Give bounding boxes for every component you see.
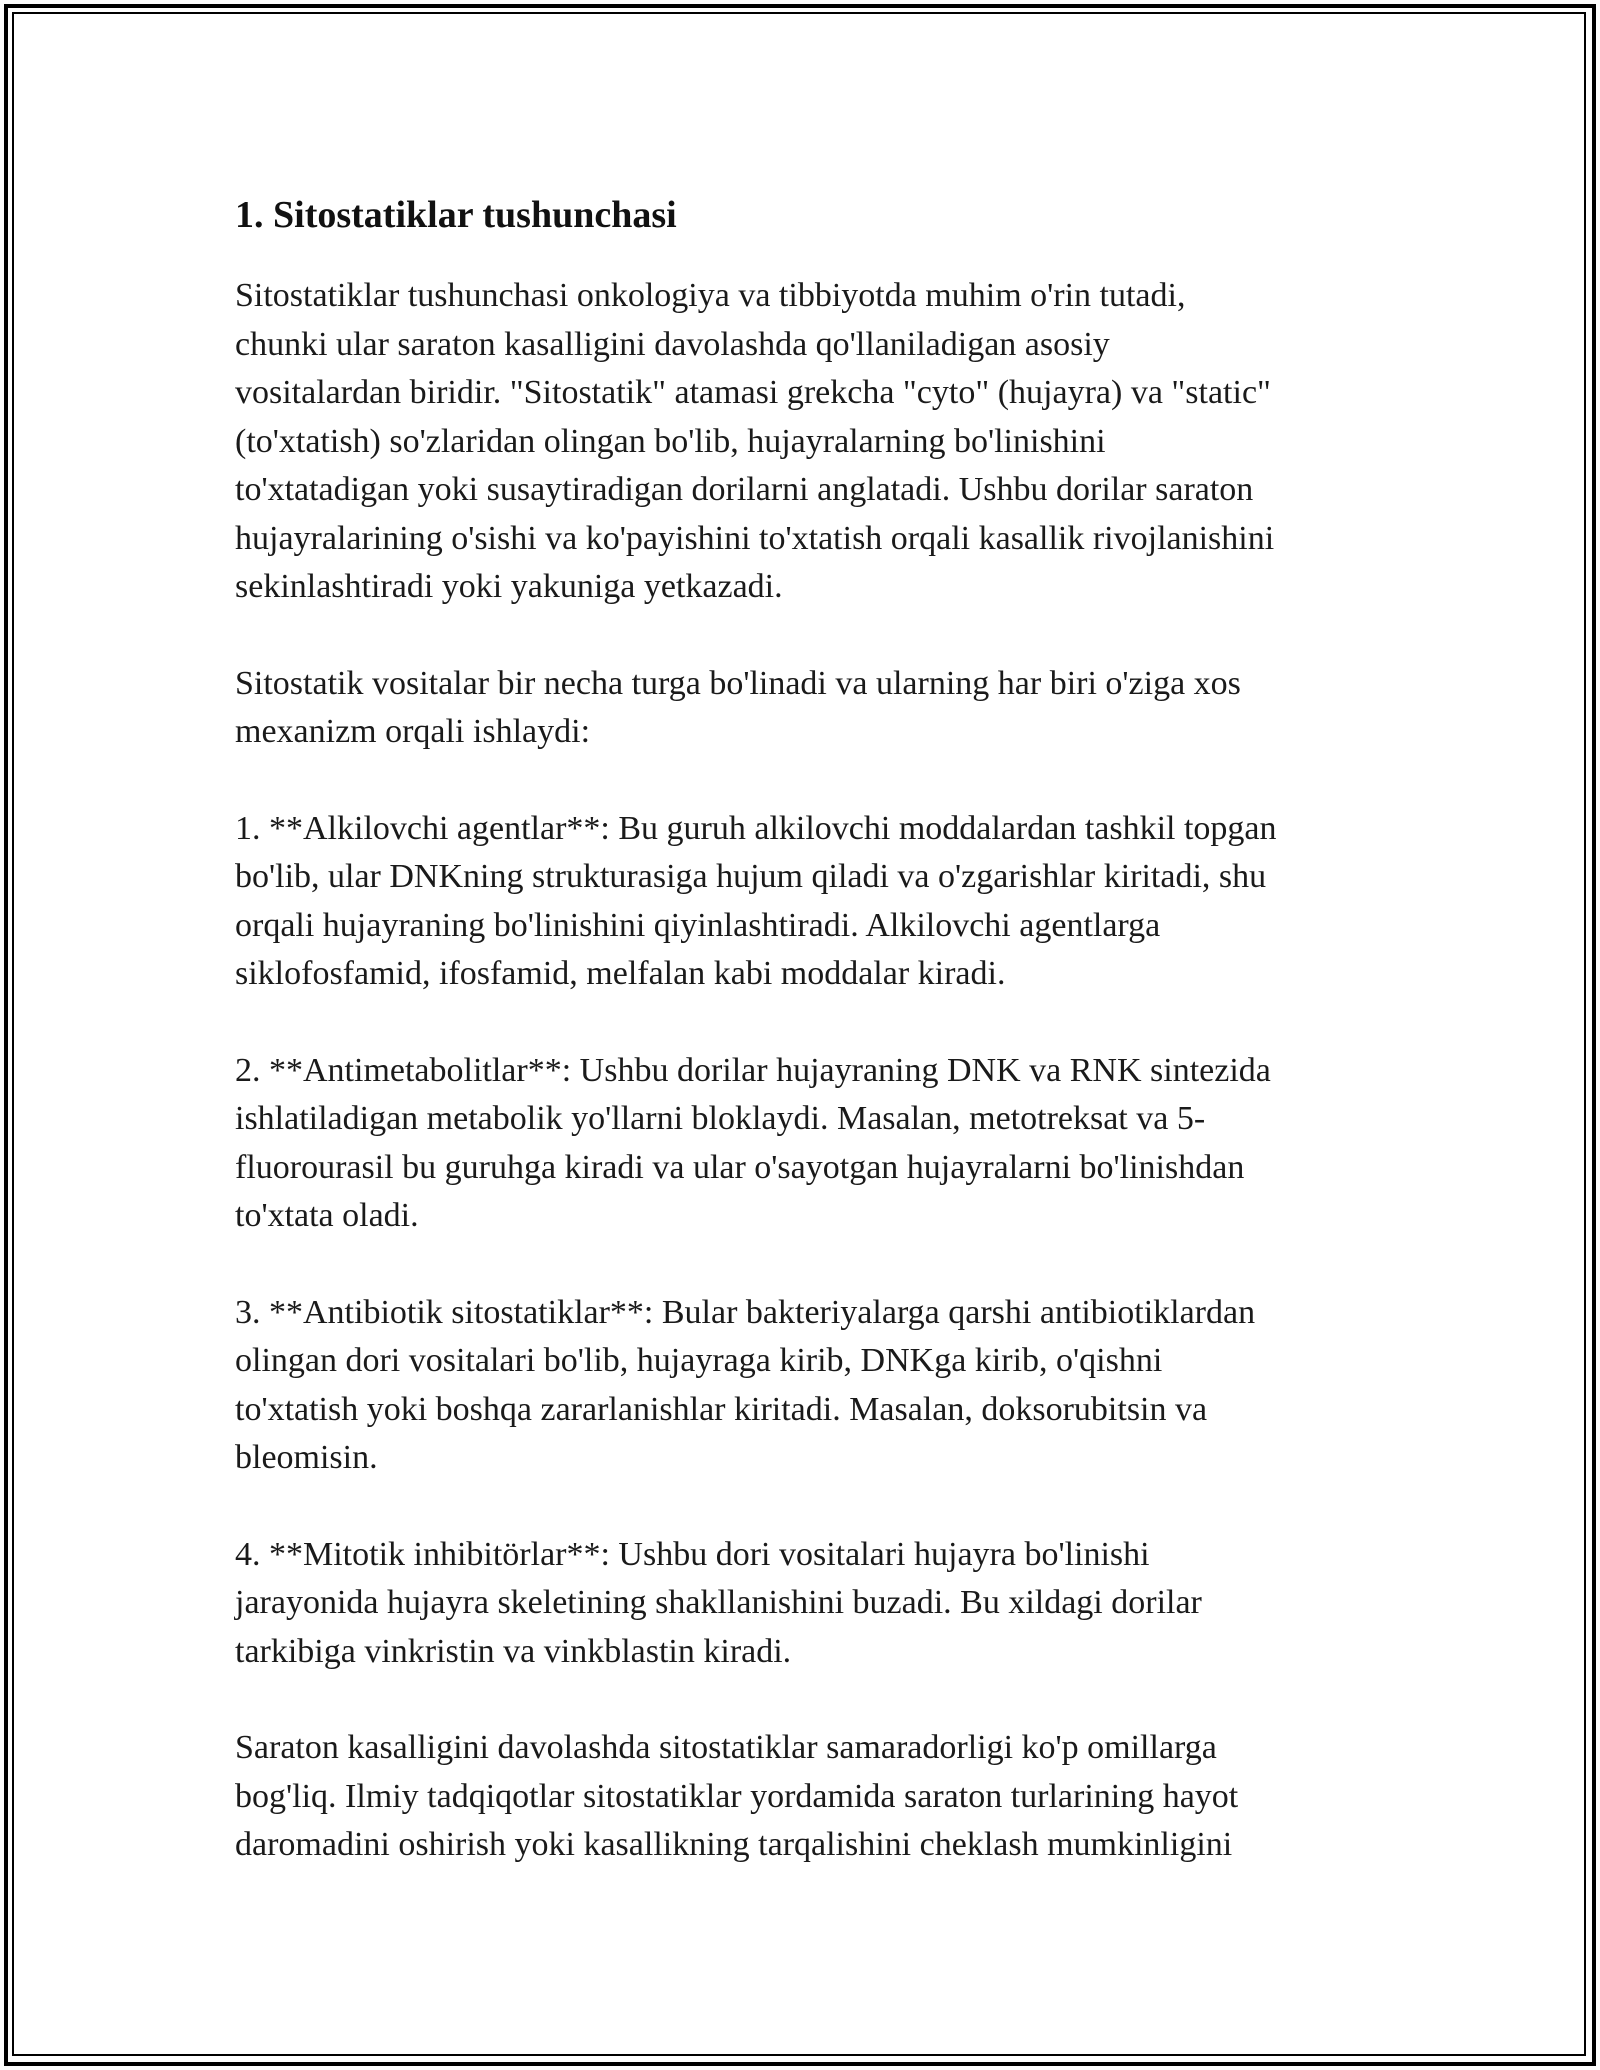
document-body <box>235 182 1375 1918</box>
list-item-alkylating-agents: 1. **Alkilovchi agentlar**: Bu guruh alkilovchi moddalardan tashkil topgan bo'lib, ular DNKning strukturasiga hujum qiladi va o'zgarishlar kiritadi, shu orqali hujayraning bo'linishini qiyinlashtiradi. Alkilovchi agentlarga siklofosfamid, ifosfamid, melfalan kabi moddalar kiradi. <box>235 809 1277 992</box>
paragraph-types-intro: Sitostatik vositalar bir necha turga bo'linadi va ularning har biri o'ziga xos mexanizm orqali ishlaydi: <box>235 664 1241 750</box>
list-item-antimetabolites: 2. **Antimetabolitlar**: Ushbu dorilar hujayraning DNK va RNK sintezida ishlatiladigan metabolik yo'llarni bloklaydi. Masalan, metotreksat va 5- fluorourasil bu guruhga kiradi va ular o'sayotgan hujayralarni bo'linishdan to'xtata oladi. <box>235 1051 1271 1234</box>
paragraph-intro: Sitostatiklar tushunchasi onkologiya va tibbiyotda muhim o'rin tutadi, chunki ular saraton kasalligini davolashda qo'llaniladigan asosiy vositalardan biridir. "Sitostatik" atamasi grekcha "cyto" (hujayra) va "static" (to'xtatish) so'zlaridan olingan bo'lib, hujayralarning bo'linishini to'xtatadigan yoki susaytiradigan dorilarni anglatadi. Ushbu dorilar saraton hujayralarining o'sishi va ko'payishini to'xtatish orqali kasallik rivojlanishini sekinlashtiradi yoki yakuniga yetkazadi. <box>235 277 1275 605</box>
list-item-mitotic-inhibitors: 4. **Mitotik inhibitörlar**: Ushbu dori vositalari hujayra bo'linishi jarayonida hujayra skeletining shakllanishini buzadi. Bu xildagi dorilar tarkibiga vinkristin va vinkblastin kiradi. <box>235 1535 1202 1670</box>
paragraph-conclusion: Saraton kasalligini davolashda sitostatiklar samaradorligi ko'p omillarga bog'liq. Ilmiy tadqiqotlar sitostatiklar yordamida saraton turlarining hayot daromadini oshirish yoki kasallikning tarqalishini cheklash mumkinligini <box>235 1729 1239 1863</box>
section-heading: 1. Sitostatiklar tushunchasi <box>235 194 677 236</box>
list-item-antibiotic-cytostatics: 3. **Antibiotik sitostatiklar**: Bular bakteriyalarga qarshi antibiotiklardan olingan dori vositalari bo'lib, hujayraga kirib, DNKga kirib, o'qishni to'xtatish yoki boshqa zararlanishlar kiritadi. Masalan, doksorubitsin va bleomisin. <box>235 1293 1256 1476</box>
